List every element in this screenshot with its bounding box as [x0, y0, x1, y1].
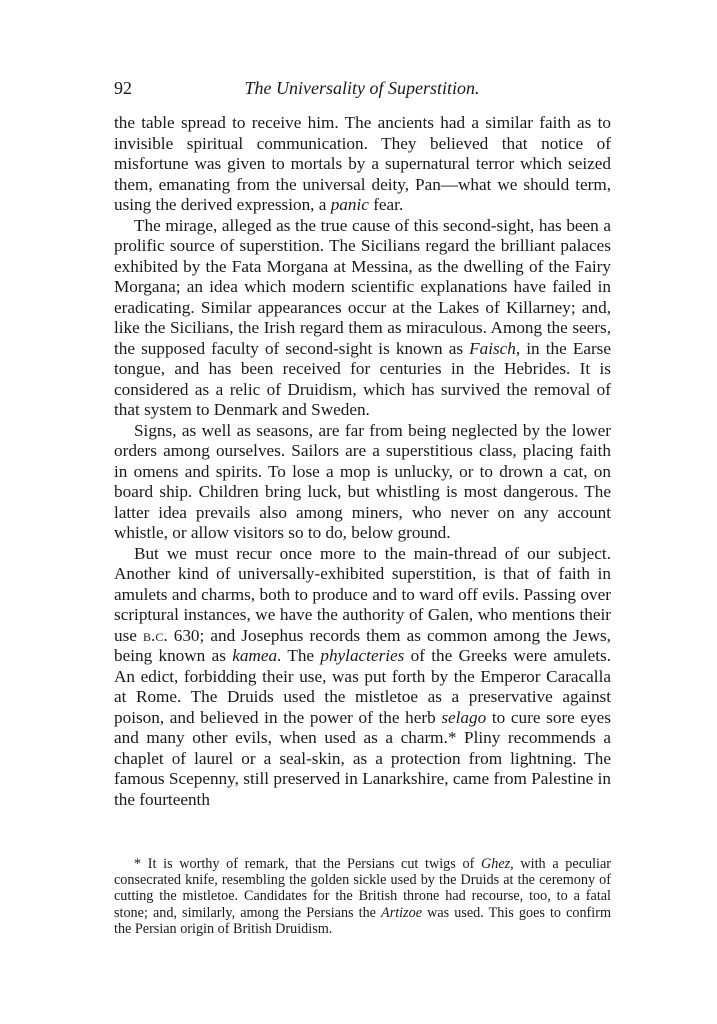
text-run: . The — [277, 646, 321, 665]
paragraph — [114, 421, 611, 544]
text-run: Signs, as well as seasons, are far from being neglected by the lower orders among ourselves. Sailors are a superstitious class, placing faith in omens and spirits. To lose a mop is unlucky, or to drown a cat, on board ship. Children bring luck, but whistling is most dangerous. The latter idea prevails also among miners, who never on any account whistle, or allow visitors so to do, below ground. — [114, 420, 611, 542]
text-run: fear. — [368, 195, 404, 214]
italic-run: phylacteries — [320, 646, 405, 665]
italic-run: selago — [441, 707, 487, 727]
footnote — [114, 856, 611, 937]
text-run: , with a peculiar consecrated knife, resembling the golden sickle used by the Druids at the ceremony of cutting the mistletoe. Candidates for the British throne had recourse, too, to a fatal stone; and, similarly, among the Persians the — [114, 856, 611, 921]
italic-run: panic — [330, 195, 369, 214]
paragraph — [114, 544, 611, 811]
italic-run: Artizoe — [381, 904, 423, 921]
italic-run: Faisch — [469, 338, 516, 358]
italic-run: kamea — [232, 646, 278, 665]
text-run: The mirage, alleged as the true cause of this second-sight, has been a prolific source of superstition. The Sicilians regard the brilliant palaces exhibited by the Fata Morgana at Messina, as the dwelling of the Fairy Morgana; an idea which modern scientific explanations have failed in eradicating. Similar appearances occur at the Lakes of Killarney; and, like the Sicilians, the Irish regard them as miraculous. Among the seers, the supposed faculty of second-sight is known as — [114, 215, 611, 358]
italic-run: Ghez — [481, 856, 511, 872]
text-run: to cure sore eyes and many other evils, when used as a charm.* Pliny recommends a chaplet of laurel or a seal-skin, as a protection from lightning. The famous Scepenny, still preserved in Lanarkshire, came from Palestine in the fourteenth — [114, 707, 612, 809]
text-run: 630; and Josephus records them as common among the Jews, being known as — [114, 625, 611, 665]
text-run: * It is worthy of remark, that the Persians cut twigs of — [134, 856, 481, 872]
smallcaps-run: b.c. — [143, 625, 168, 645]
body-text — [114, 113, 611, 810]
text-run: of the Greeks were amulets. An edict, forbidding their use, was put forth by the Emperor Caracalla at Rome. The Druids used the mistletoe as a preservative against poison, and believed in the power of the herb — [114, 646, 611, 727]
text-run: was used. This goes to confirm the Persian origin of British Druidism. — [114, 904, 611, 937]
paragraph — [114, 216, 611, 421]
text-run: , in the Earse tongue, and has been received for centuries in the Hebrides. It is considered as a relic of Druidism, which has survived the removal of that system to Denmark and Sweden. — [114, 338, 611, 419]
paragraph — [114, 113, 611, 216]
page-number: 92 — [114, 78, 132, 98]
running-header — [114, 78, 610, 102]
text-run: But we must recur once more to the main-thread of our subject. Another kind of universally-exhibited superstition, is that of faith in amulets and charms, both to produce and to ward off evils. Passing over scriptural instances, we have the authority of Galen, who mentions their use — [114, 543, 611, 645]
text-run: the table spread to receive him. The ancients had a similar faith as to invisible spiritual communication. They believed that notice of misfortune was given to mortals by a supernatural terror which seized them, emanating from the universal deity, Pan—what we should term, using the derived expression, a — [114, 113, 611, 214]
running-title: The Universality of Superstition. — [244, 78, 480, 98]
